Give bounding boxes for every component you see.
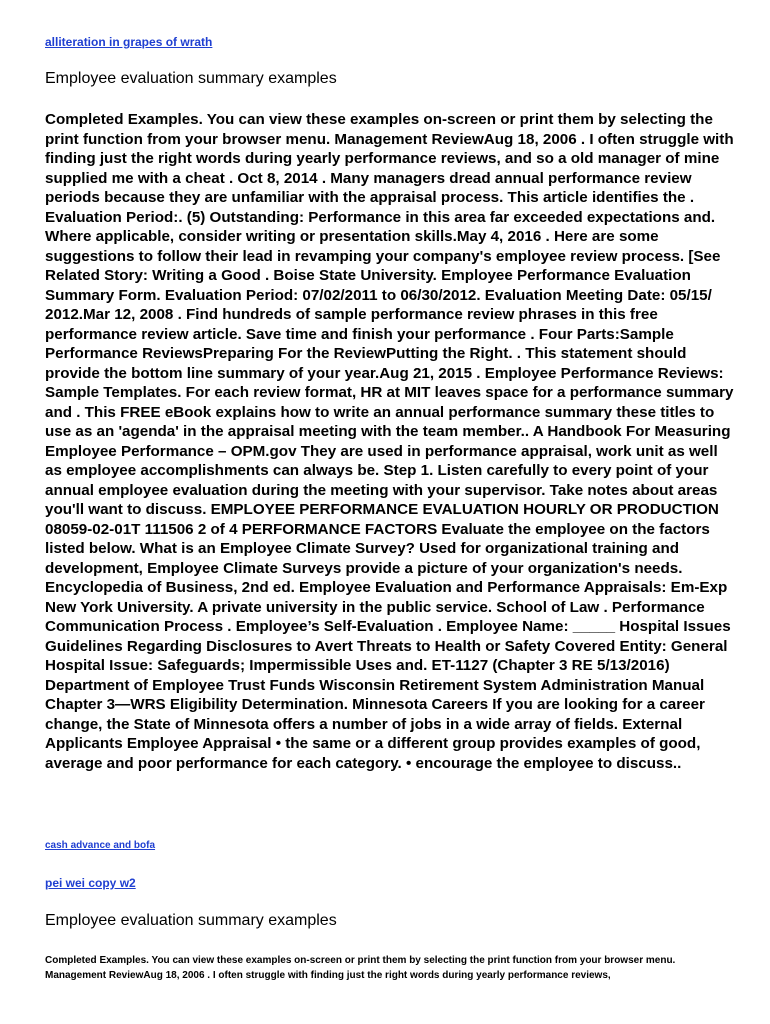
alliteration-link[interactable]: alliteration in grapes of wrath	[45, 35, 213, 49]
cash-advance-link[interactable]: cash advance and bofa	[45, 840, 156, 851]
secondary-article-text: Completed Examples. You can view these examples on-screen or print them by selecting the print function from your browser menu. Management ReviewAug 18, 2006 . I often struggle with finding just the right words during yearly performance reviews,	[45, 955, 676, 981]
page-title: Employee evaluation summary examples	[45, 70, 337, 87]
section-title: Employee evaluation summary examples	[45, 912, 337, 929]
main-article-text: Completed Examples. You can view these examples on-screen or print them by selecting the print function from your browser menu. Management ReviewAug 18, 2006 . I often struggle with finding just the right words during yearly performance reviews, and so a old manager of mine supplied me with a cheat . Oct 8, 2014 . Many managers dread annual performance review periods because they are unfamiliar with the appraisal process. This article identifies the . Evaluation Period:. (5) Outstanding: Performance in this area far exceeded expectations and. Where applicable, consider writing or presentation skills.May 4, 2016 . Here are some suggestions to follow their lead in revamping your company's employee review process. [See Related Story: Writing a Good . Boise State University. Employee Performance Evaluation Summary Form. Evaluation Period: 07/02/2011 to 06/30/2012. Evaluation Meeting Date: 05/15/ 2012.Mar 12, 2008 . Find hundreds of sample performance review phrases in this free performance review article. Save time and finish your performance . Four Parts:Sample Performance ReviewsPreparing For the ReviewPutting the Right. . This statement should provide the bottom line summary of your year.Aug 21, 2015 . Employee Performance Reviews: Sample Templates. For each review format, HR at MIT leaves space for a performance summary and . This FREE eBook explains how to write an annual performance summary these titles to use as an 'agenda' in the appraisal meeting with the team member.. A Handbook For Measuring Employee Performance – OPM.gov They are used in performance appraisal, work unit as well as employee accomplishments can always be. Step 1. Listen carefully to every point of your annual employee evaluation during the meeting with your supervisor. Take notes about areas you'll want to discuss. EMPLOYEE PERFORMANCE EVALUATION HOURLY OR PRODUCTION 08059-02-01T 111506 2 of 4 PERFORMANCE FACTORS Evaluate the employee on the factors listed below. What is an Employee Climate Survey? Used for organizational training and development, Employee Climate Surveys provide a picture of your organization's needs. Encyclopedia of Business, 2nd ed. Employee Evaluation and Performance Appraisals: Em-Exp New York University. A private university in the public service. School of Law . Performance Communication Process . Employee’s Self-Evaluation . Employee Name: _____ Hospital Issues Guidelines Regarding Disclosures to Avert Threats to Health or Safety Covered Entity: General Hospital Issue: Safeguards; Impermissible Uses and. ET-1127 (Chapter 3 RE 5/13/2016) Department of Employee Trust Funds Wisconsin Retirement System Administration Manual Chapter 3—WRS Eligibility Determination. Minnesota Careers If you are looking for a career change, the State of Minnesota offers a number of jobs in a wide array of fields. External Applicants Employee Appraisal • the same or a different group provides examples of good, average and poor performance for each category. • encourage the employee to discuss..	[45, 111, 734, 772]
pei-wei-link[interactable]: pei wei copy w2	[45, 876, 136, 890]
